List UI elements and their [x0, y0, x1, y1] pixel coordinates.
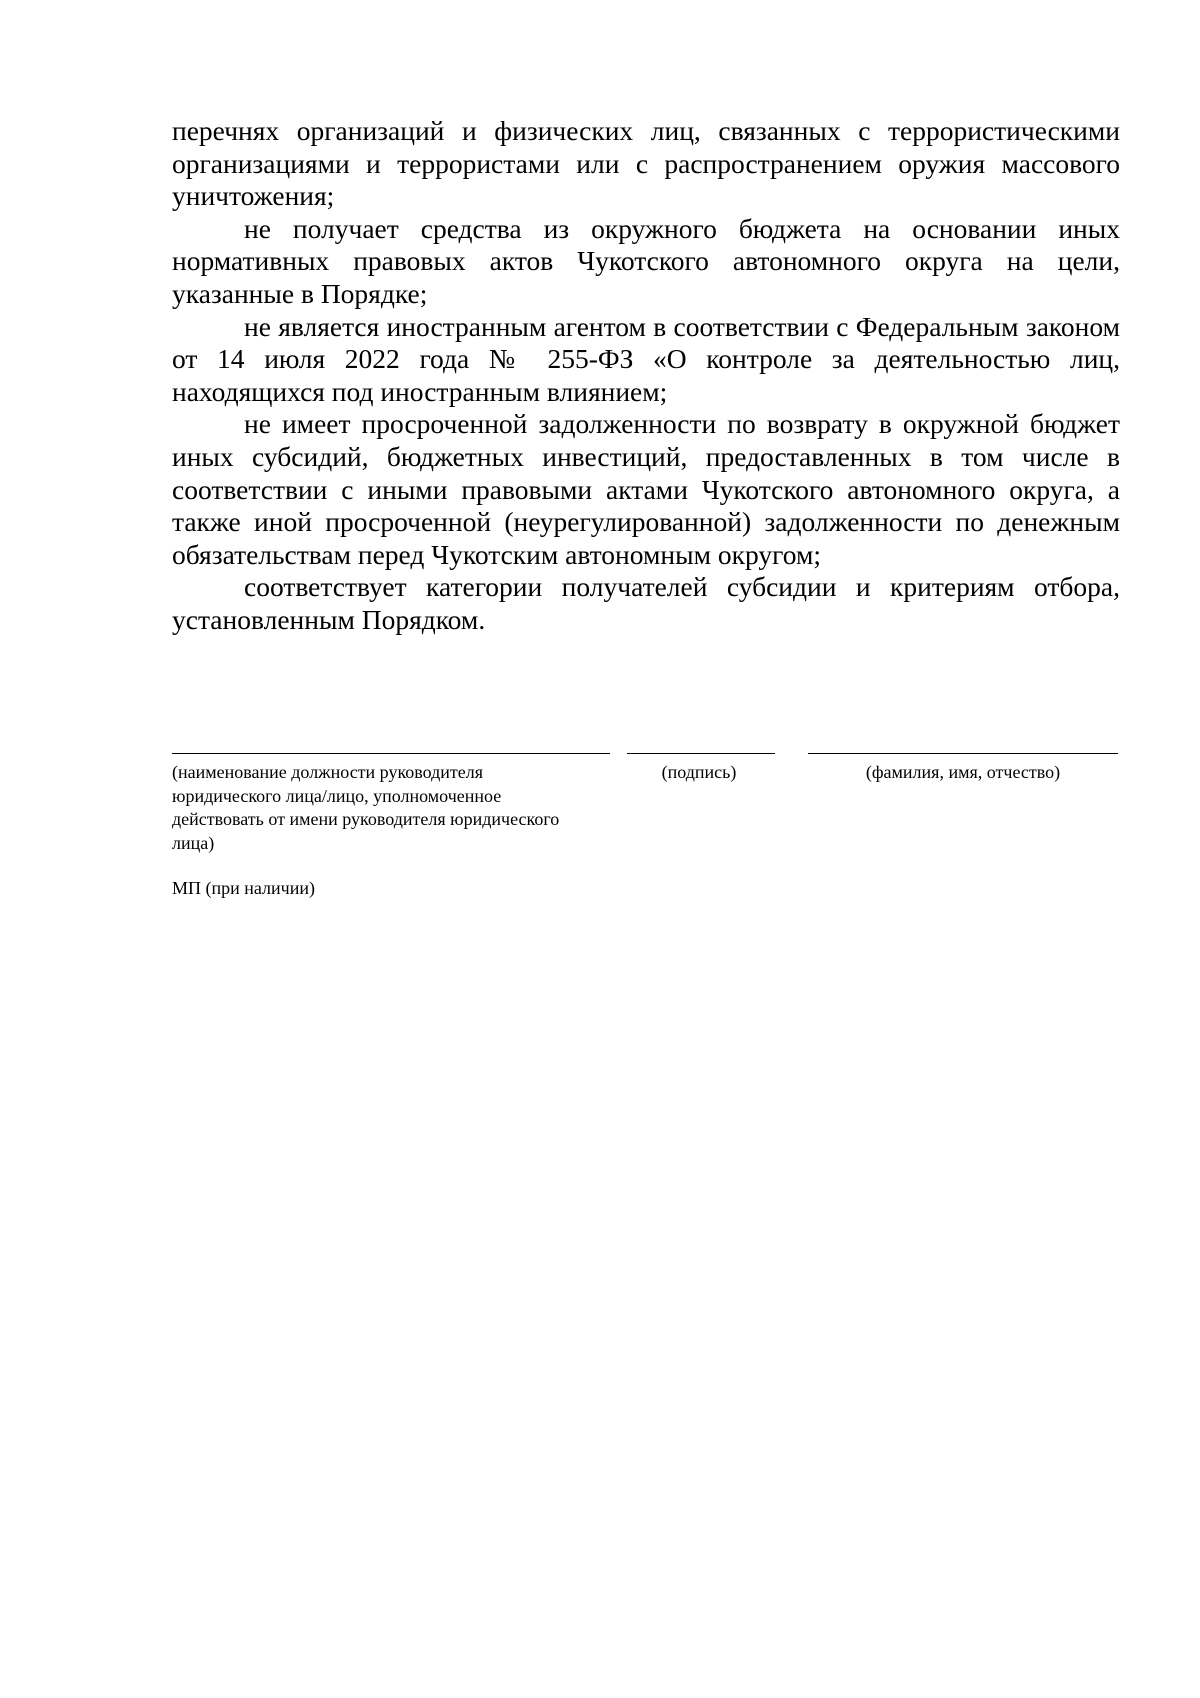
paragraph-no-budget-funds: не получает средства из окружного бюджета на основании иных нормативных правовых актов Чукотского автономного округа на цели, указанные в Порядке;	[172, 212, 1120, 309]
paragraph-not-foreign-agent: не является иностранным агентом в соответствии с Федеральным законом от 14 июля 2022 года № 255-ФЗ «О контроле за деятельностью лиц, находящихся под иностранным влиянием;	[172, 310, 1120, 407]
paragraph-no-overdue-debt: не имеет просроченной задолженности по возврату в окружной бюджет иных субсидий, бюджетных инвестиций, предоставленных в том числе в соответствии с иными правовыми актами Чукотского автономного округа, а также иной просроченной (неурегулированной) задолженности по денежным обязательствам перед Чукотским автономным округом;	[172, 408, 1120, 570]
full-name-line	[808, 753, 1118, 754]
position-signature-line	[172, 753, 610, 754]
paragraph-meets-criteria: соответствует категории получателей субсидии и критериям отбора, установленным Порядком.	[172, 571, 1120, 635]
body-text	[172, 115, 1120, 637]
signature-line	[627, 753, 775, 754]
seal-note: МП (при наличии)	[172, 878, 315, 898]
signature-caption: (подпись)	[661, 762, 737, 782]
full-name-caption: (фамилия, имя, отчество)	[865, 762, 1061, 782]
paragraph-sanctions-lists: перечнях организаций и физических лиц, связанных с террористическими организациями и террористами или с распространением оружия массового уничтожения;	[172, 115, 1120, 212]
position-caption: (наименование должности руководителя юридического лица/лицо, уполномоченное действовать от имени руководителя юридического лица)	[172, 762, 560, 853]
